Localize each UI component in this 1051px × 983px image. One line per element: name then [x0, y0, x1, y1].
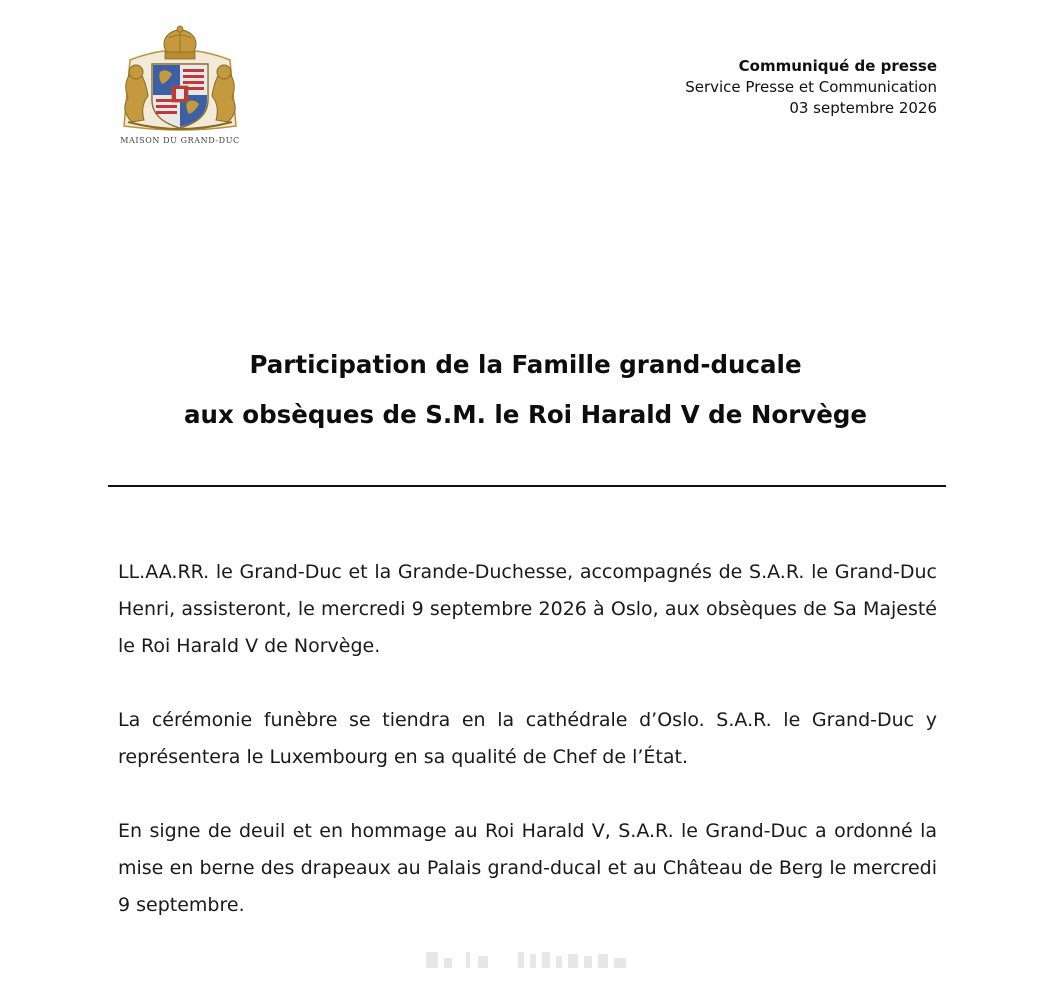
- bottom-watermark-icon: [422, 948, 632, 972]
- release-date: 03 septembre 2026: [789, 99, 937, 117]
- press-release-header: [685, 56, 937, 119]
- title-line-2: aux obsèques de S.M. le Roi Harald V de Norvège: [183, 400, 868, 429]
- issuing-service: Service Presse et Communication: [685, 78, 937, 96]
- body-paragraph: LL.AA.RR. le Grand-Duc et la Grande-Duchesse, accompagnés de S.A.R. le Grand-Duc Henri, assisteront, le mercredi 9 septembre 2026 à Oslo, aux obsèques de Sa Majesté le Roi Harald V de Norvège.: [118, 561, 937, 657]
- shield-icon: [152, 64, 208, 128]
- title-line-1: Participation de la Famille grand-ducale: [249, 350, 802, 379]
- press-release-title: [0, 340, 1051, 440]
- crown-icon: [164, 26, 196, 59]
- crest-emblem-icon: [110, 22, 250, 137]
- coat-of-arms-logo: [110, 22, 250, 152]
- press-release-body: [118, 554, 937, 924]
- title-divider: [108, 485, 946, 487]
- body-paragraph: La cérémonie funèbre se tiendra en la cathédrale d’Oslo. S.A.R. le Grand-Duc y représentera le Luxembourg en sa qualité de Chef de l’État.: [118, 709, 937, 768]
- document-type: Communiqué de presse: [738, 57, 937, 75]
- body-paragraph: En signe de deuil et en hommage au Roi Harald V, S.A.R. le Grand-Duc a ordonné la mise en berne des drapeaux au Palais grand-ducal et au Château de Berg le mercredi 9 septembre.: [118, 820, 937, 916]
- crest-caption: MAISON DU GRAND-DUC: [120, 136, 240, 145]
